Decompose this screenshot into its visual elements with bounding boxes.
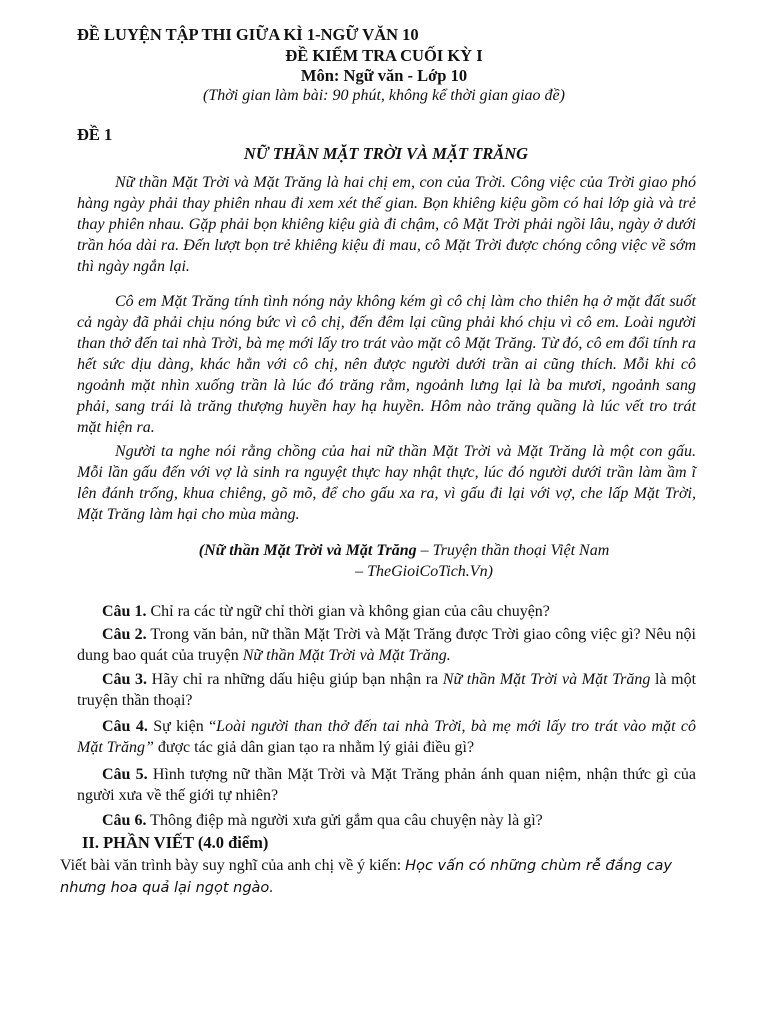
story-paragraph: Nữ thần Mặt Trời và Mặt Trăng là hai chị em, con của Trời. Công việc của Trời giao phó hàng ngày phải thay phiên nhau đi xem xét thế gian. Bọn khiêng kiệu gồm có hai lớp già và trẻ thay phiên nhau. Gặp phải bọn khiêng kiệu già đi chậm, cô Mặt Trời phải ngồi lâu, ngày ở dưới trần hóa dài ra. Đến lượt bọn trẻ khiêng kiệu đi mau, cô Mặt Trời được chóng công việc về sớm thì ngày ngắn lại. [77,174,696,275]
question [77,624,696,666]
writing-prompt-quote: Học vấn có những chùm rễ đắng cay nhưng hoa quả lại ngọt ngào. [60,858,672,896]
story-paragraph: Cô em Mặt Trăng tính tình nóng nảy không kém gì cô chị làm cho thiên hạ ở mặt đất suốt cả ngày đã phải chịu nóng bức vì cô chị, đến đêm lại cũng phải khó chịu vì cô em. Loài người than thở đến tai nhà Trời, bà mẹ mới lấy tro trát vào mặt cô Mặt Trăng. Từ đó, cô em đổi tính ra hết sức dịu dàng, khác hẳn với cô chị, nên được người dưới trần ai cũng thích. Mỗi khi cô ngoảnh mặt nhìn xuống trần là lúc đó trăng rằm, ngoảnh lưng lại là ba mươi, ngoảnh sang phải, sang trái là trăng thượng huyền hay hạ huyền. Hôm nào trăng quầng là lúc vết tro trát mặt hiện ra. [77,293,696,436]
question-text: Hãy chỉ ra những dấu hiệu giúp bạn nhận ra [147,671,443,688]
question-text: Trong văn bản, nữ thần Mặt Trời và Mặt Trăng được Trời giao công việc gì? Nêu nội dung bao quát của truyện [77,626,696,664]
test-title: ĐỀ KIỂM TRA CUỐI KỲ I [285,46,483,65]
subject-line: Môn: Ngữ văn - Lớp 10 [300,66,468,85]
question-text: Thông điệp mà người xưa gửi gắm qua câu chuyện này là gì? [146,812,543,829]
question-label: Câu 4. [102,718,148,735]
source-title: (Nữ thần Mặt Trời và Mặt Trăng [198,542,417,559]
question-label: Câu 5. [102,766,148,783]
question [77,810,696,831]
question-label: Câu 2. [102,626,147,643]
story-source [20,542,768,560]
question-text-after: là một truyện thần thoại? [77,671,697,709]
writing-prompt [60,855,710,899]
question-label: Câu 3. [102,671,148,688]
question-italic-quote: Loài người than thở đến tai nhà Trời, bà mẹ mới lấy tro trát vào mặt cô Mặt Trăng” [77,718,697,756]
source-site: – TheGioiCoTich.Vn) [355,563,493,580]
question [77,669,696,711]
time-note: (Thời gian làm bài: 90 phút, không kể thời gian giao đề) [203,87,565,104]
story-paragraph: Người ta nghe nói rằng chồng của hai nữ thần Mặt Trời và Mặt Trăng là một con gấu. Mỗi lần gấu đến với vợ là sinh ra nguyệt thực hay nhật thực, lúc đó người dưới trần làm ầm ĩ lên đánh trống, khua chiêng, gõ mõ, để cho gấu xa ra, vì gấu đi lại với vợ, che lấp Mặt Trời, Mặt Trăng làm hại cho mùa màng. [77,443,696,523]
question-text: Sự kiện “ [147,718,217,735]
question [77,601,696,622]
question-text: Chỉ ra các từ ngữ chỉ thời gian và không gian của câu chuyện? [146,603,550,620]
exam-practice-heading: ĐỀ LUYỆN TẬP THI GIỮA KÌ 1-NGỮ VĂN 10 [77,25,419,44]
source-genre: – Truyện thần thoại Việt Nam [416,542,610,559]
question [77,716,696,758]
writing-section-heading: II. PHẦN VIẾT (4.0 điểm) [82,833,269,852]
writing-prompt-text: Viết bài văn trình bày suy nghĩ của anh chị về ý kiến: [60,857,406,874]
question [77,764,696,806]
question-label: Câu 1. [102,603,147,620]
question-text-after: được tác giả dân gian tạo ra nhằm lý giải điều gì? [153,739,475,756]
exam-number-label: ĐỀ 1 [77,125,113,144]
story-title: NỮ THẦN MẶT TRỜI VÀ MẶT TRĂNG [243,144,529,163]
question-italic-title: Nữ thần Mặt Trời và Mặt Trăng. [242,647,451,664]
question-italic-title: Nữ thần Mặt Trời và Mặt Trăng [442,671,651,688]
question-label: Câu 6. [102,812,147,829]
question-text: Hình tượng nữ thần Mặt Trời và Mặt Trăng phản ánh quan niệm, nhận thức gì của người xưa về thế giới tự nhiên? [77,766,697,804]
